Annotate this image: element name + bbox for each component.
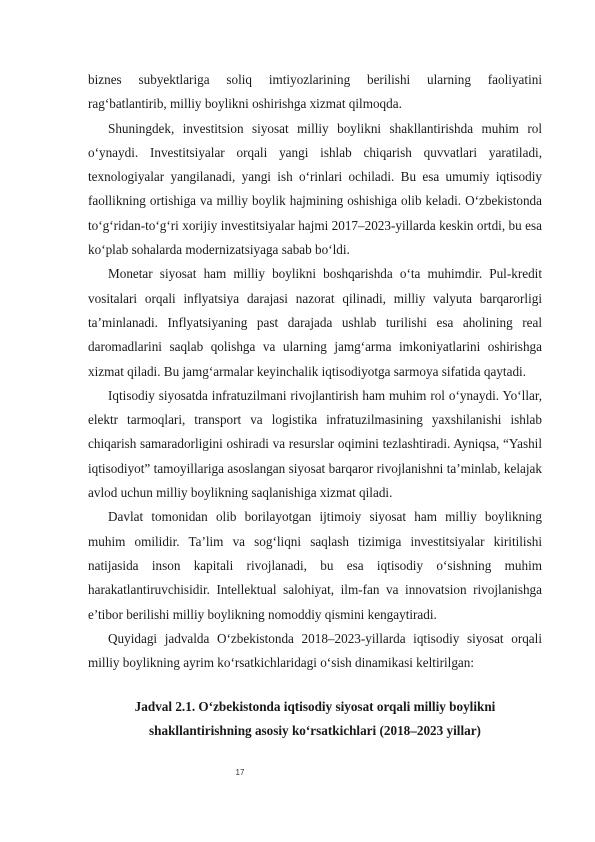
paragraph-social-policy: Davlat tomonidan olib borilayotgan ijtimoiy siyosat ham milliy boylikning muhim omilidir. Ta’lim va sog‘liqni saqlash tizimiga investitsiyalar kiritilishi natijasida inson kapitali rivojlanadi, bu esa iqtisodiy o‘sishning muhim harakatlantiruvchisidir. Intellektual salohiyat, ilm-fan va innovatsion rivojlanishga e’tibor berilishi milliy boylikning nomoddiy qismini kengaytiradi. bbox=[88, 509, 542, 622]
paragraph-investment-policy: Shuningdek, investitsion siyosat milliy boylikni shakllantirishda muhim rol o‘ynaydi. Investitsiyalar orqali yangi ishlab chiqarish quvvatlari yaratiladi, texnologiyalar yangilanadi, yangi ish o‘rinlari ochiladi. Bu esa umumiy iqtisodiy faollikning ortishiga va milliy boylik hajmining oshishiga olib keladi. O‘zbekistonda to‘g‘ridan-to‘g‘ri xorijiy investitsiyalar hajmi 2017–2023-yillarda keskin ortdi, bu esa ko‘plab sohalarda modernizatsiyaga sabab bo‘ldi. bbox=[88, 120, 542, 258]
table-caption-line-1: Jadval 2.1. O‘zbekistonda iqtisodiy siyosat orqali milliy boylikni bbox=[134, 699, 496, 714]
paragraph-infrastructure: Iqtisodiy siyosatda infratuzilmani rivojlantirish ham muhim rol o‘ynaydi. Yo‘llar, elektr tarmoqlari, transport va logistika infratuzilmasining yaxshilanishi ishlab chiqarish samaradorligini oshiradi va resurslar oqimini tezlashtiradi. Ayniqsa, “Yashil iqtisodiyot” tamoyillariga asoslangan siyosat barqaror rivojlanishni ta’minlab, kelajak avlod uchun milliy boylikning saqlanishiga xizmat qiladi. bbox=[88, 387, 542, 501]
body-text bbox=[88, 68, 542, 675]
paragraph-monetary-policy: Monetar siyosat ham milliy boylikni boshqarishda o‘ta muhimdir. Pul-kredit vositalari orqali inflyatsiya darajasi nazorat qilinadi, milliy valyuta barqarorligi ta’minlanadi. Inflyatsiyaning past darajada ushlab turilishi esa aholining real daromadlarini saqlab qolishga va ularning jamg‘arma imkoniyatlarini oshirishga xizmat qiladi. Bu jamg‘armalar keyinchalik iqtisodiyotga sarmoya sifatida qaytadi. bbox=[88, 266, 542, 379]
paragraph-continuation: biznes subyektlariga soliq imtiyozlarining berilishi ularning faoliyatini rag‘batlantirib, milliy boylikni oshirishga xizmat qilmoqda. bbox=[88, 72, 542, 112]
table-caption-line-2: shakllantirishning asosiy ko‘rsatkichlari (2018–2023 yillar) bbox=[149, 723, 481, 738]
page-number: 17 bbox=[235, 768, 245, 777]
paragraph-table-intro: Quyidagi jadvalda O‘zbekistonda 2018–2023-yillarda iqtisodiy siyosat orqali milliy boylikning ayrim ko‘rsatkichlaridagi o‘sish dinamikasi keltirilgan: bbox=[88, 630, 542, 671]
